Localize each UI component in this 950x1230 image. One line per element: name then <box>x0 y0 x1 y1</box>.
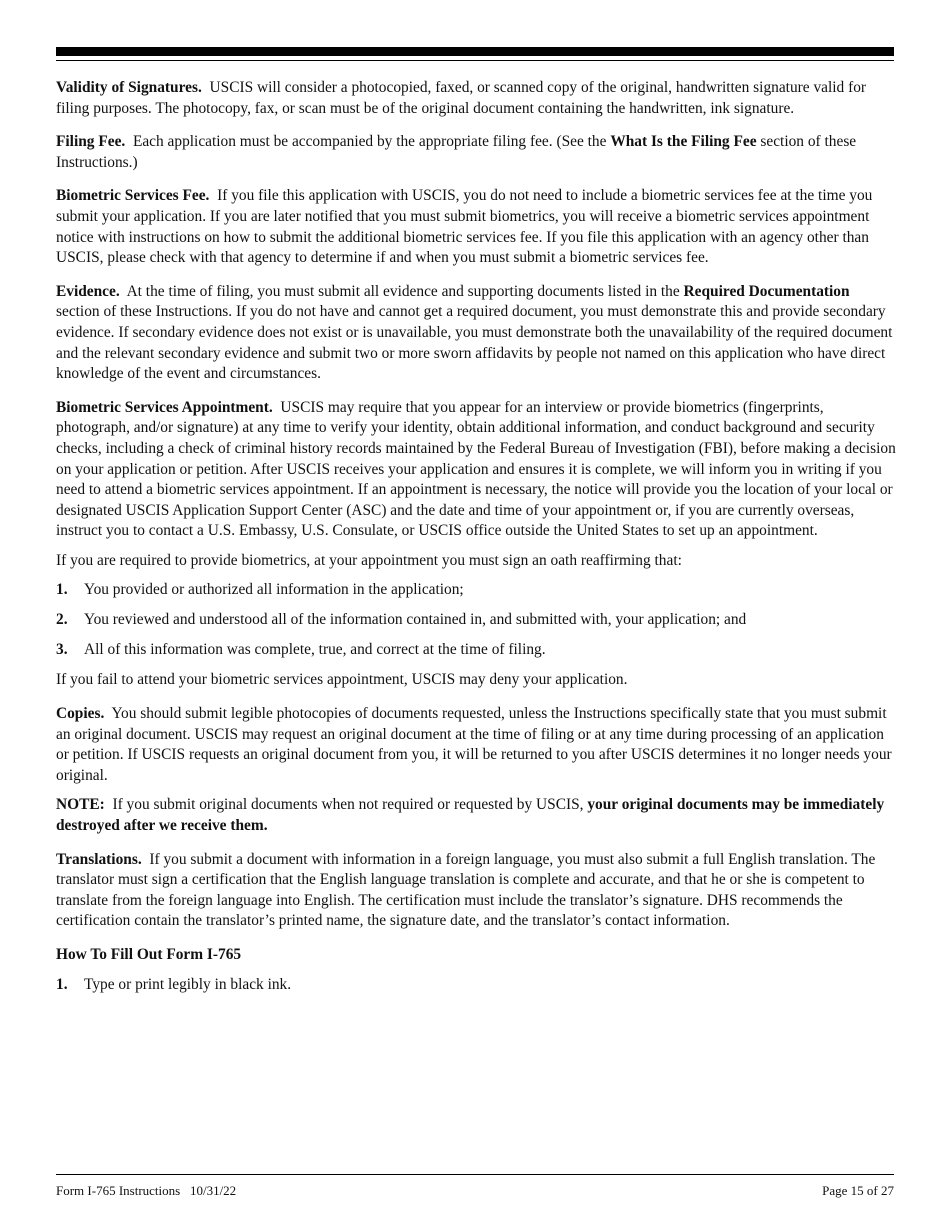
fail-notice: If you fail to attend your biometric services appointment, USCIS may deny your application. <box>56 671 628 689</box>
filing-fee-text: Each application must be accompanied by the appropriate filing fee. (See the <box>132 133 607 151</box>
oath-intro: If you are required to provide biometrics, at your appointment you must sign an oath reaffirming that: <box>56 551 682 569</box>
appointment-paragraph <box>56 398 896 542</box>
copies-paragraph <box>56 704 896 786</box>
biometric-fee-text: If you file this application with USCIS, you do not need to include a biometric services fee at the time you submit your application. If you are later notified that you must submit biometrics, you will receive a biometric services appointment notice with instructions on how to submit the additional biometric services fee. If you file this application with an agency other than USCIS, please check with that agency to determine if and when you must submit a biometric services fee. <box>56 187 873 267</box>
oath-item-number: 3. <box>56 641 68 659</box>
note-paragraph <box>56 795 896 836</box>
evidence-section-ref: Required Documentation <box>683 282 850 300</box>
footer-page-number: Page 15 of 27 <box>822 1183 894 1198</box>
validity-paragraph <box>56 78 896 119</box>
oath-item <box>56 580 896 601</box>
evidence-paragraph <box>56 282 896 385</box>
how-to-item-number: 1. <box>56 975 68 993</box>
oath-item-number: 2. <box>56 611 68 629</box>
note-title: NOTE: <box>56 796 105 814</box>
footer-form-id: Form I-765 Instructions 10/31/22 <box>56 1183 237 1198</box>
appointment-title: Biometric Services Appointment. <box>56 398 273 416</box>
biometric-fee-title: Biometric Services Fee. <box>56 187 210 205</box>
header-thick-rule <box>56 47 894 56</box>
copies-text: You should submit legible photocopies of documents requested, unless the Instructions specifically state that you must submit an original document. USCIS may request an original document at the time of filing or at any time during processing of an application or petition. If USCIS requests an original document from you, it will be returned to you after USCIS determines it no longer needs your original. <box>56 705 892 784</box>
oath-item-text: You reviewed and understood all of the information contained in, and submitted with, your application; and <box>84 611 747 629</box>
how-to-item <box>56 975 896 996</box>
how-to-heading: How To Fill Out Form I-765 <box>56 945 242 963</box>
note-bold-text: your original documents may be immediately destroyed after we receive them. <box>56 796 885 834</box>
oath-item-number: 1. <box>56 581 68 599</box>
validity-title: Validity of Signatures. <box>56 79 202 96</box>
filing-fee-text-end: section of these Instructions.) <box>56 133 857 171</box>
oath-item-text: You provided or authorized all information in the application; <box>84 581 464 599</box>
copies-title: Copies. <box>56 705 105 723</box>
translations-text: If you submit a document with information in a foreign language, you must also submit a full English translation. The translator must sign a certification that the English language translation is complete and accurate, and that he or she is competent to translate from the foreign language into English. The certification must include the translator’s signature. DHS recommends the certification contain the translator’s printed name, the signature date, and the translator’s contact information. <box>56 850 876 930</box>
how-to-item-text: Type or print legibly in black ink. <box>84 975 292 993</box>
evidence-text: At the time of filing, you must submit all evidence and supporting documents listed in the <box>126 282 680 300</box>
translations-title: Translations. <box>56 850 142 868</box>
validity-text: USCIS will consider a photocopied, faxed, or scanned copy of the original, handwritten signature valid for filing purposes. The photocopy, fax, or scan must be of the original document containing the handwritten, ink signature. <box>56 79 867 117</box>
evidence-text-end: section of these Instructions. If you do not have and cannot get a required document, you must demonstrate this and provide secondary evidence. If secondary evidence does not exist or is unavailable, you must demonstrate both the unavailability of the required document and the relevant secondary evidence and submit two or more sworn affidavits by people not named on this application who have direct knowledge of the event and circumstances. <box>56 303 893 383</box>
filing-fee-paragraph <box>56 132 896 173</box>
oath-item-text: All of this information was complete, true, and correct at the time of filing. <box>84 641 546 659</box>
oath-item <box>56 610 896 631</box>
footer-rule <box>56 1174 894 1175</box>
evidence-title: Evidence. <box>56 282 120 300</box>
filing-fee-section-ref: What Is the Filing Fee <box>610 133 757 151</box>
filing-fee-title: Filing Fee. <box>56 133 126 151</box>
header-thin-rule <box>56 60 894 61</box>
oath-item <box>56 640 896 661</box>
translations-paragraph <box>56 850 896 932</box>
page-content <box>56 78 896 1005</box>
appointment-text: USCIS may require that you appear for an interview or provide biometrics (fingerprints, photograph, and/or signature) at any time to verify your identity, obtain additional information, and conduct background and security checks, including a check of criminal history records maintained by the Federal Bureau of Investigation (FBI), before making a decision on your application or petition. After USCIS receives your application and ensures it is complete, we will inform you in writing if you need to attend a biometric services appointment. If an appointment is necessary, the notice will provide you the location of your local or designated USCIS Application Support Center (ASC) and the date and time of your appointment or, if you are currently overseas, instruct you to contact a U.S. Embassy, U.S. Consulate, or USCIS office outside the United States to set up an appointment. <box>56 398 896 540</box>
biometric-fee-paragraph <box>56 186 896 268</box>
note-text: If you submit original documents when not required or requested by USCIS, <box>112 796 584 814</box>
